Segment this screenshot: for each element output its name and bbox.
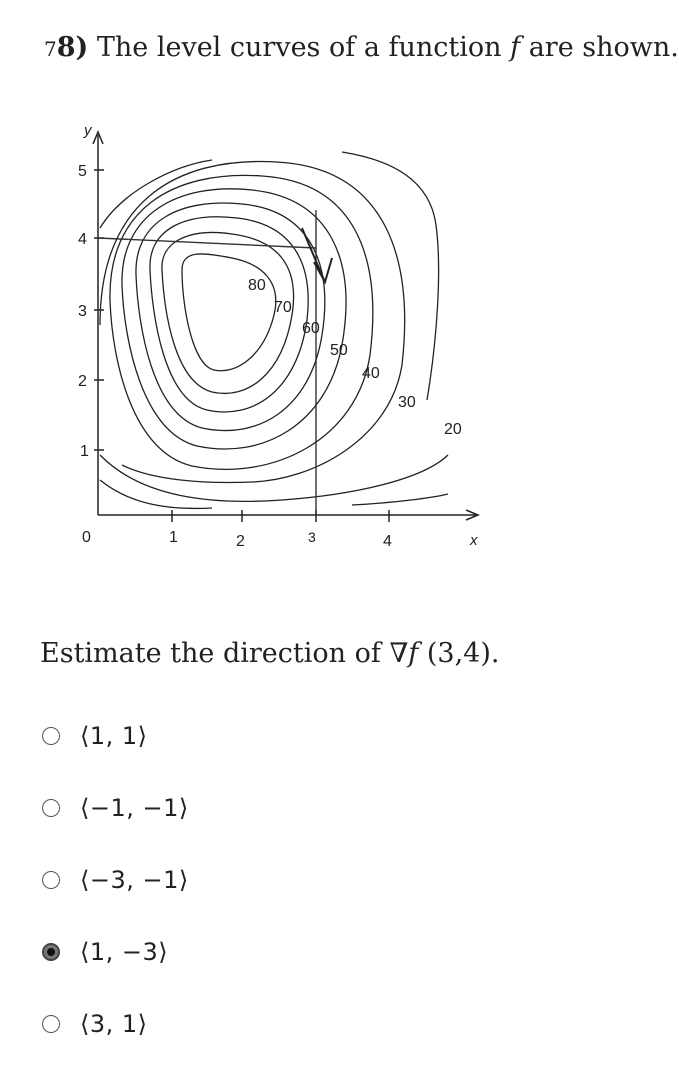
answer-choice-label: ⟨−3, −1⟩ bbox=[80, 866, 189, 894]
x-tick-label-2: 2 bbox=[236, 533, 245, 550]
x-axis-label: x bbox=[470, 532, 478, 549]
contour-label-40: 40 bbox=[362, 365, 380, 382]
contour-label-70: 70 bbox=[274, 299, 292, 316]
answer-choice-label: ⟨−1, −1⟩ bbox=[80, 794, 189, 822]
question-text-after: are shown. bbox=[520, 32, 679, 63]
contour-label-80: 80 bbox=[248, 277, 266, 294]
contour-label-50: 50 bbox=[330, 342, 348, 359]
y-tick-label-4: 4 bbox=[78, 231, 87, 248]
contour-label-30: 30 bbox=[398, 394, 416, 411]
answer-choice-label: ⟨1, −3⟩ bbox=[80, 938, 169, 966]
guide-horizontal bbox=[98, 238, 316, 248]
level-curves bbox=[100, 152, 448, 508]
prompt-function-variable: f bbox=[408, 638, 419, 669]
answer-choice[interactable] bbox=[42, 700, 189, 772]
prompt-text-after: (3,4). bbox=[418, 638, 500, 669]
level-curves-graph bbox=[52, 110, 492, 560]
contour-18 bbox=[100, 480, 212, 508]
radio-button[interactable] bbox=[42, 727, 60, 745]
contour-30 bbox=[100, 162, 405, 483]
x-tick-label-4: 4 bbox=[383, 533, 392, 550]
y-tick-label-1: 1 bbox=[80, 443, 89, 460]
contour-60 bbox=[136, 203, 325, 431]
answer-choice-label: ⟨1, 1⟩ bbox=[80, 722, 148, 750]
question-number: 8) bbox=[56, 32, 89, 63]
contour-10 bbox=[352, 494, 448, 505]
y-tick-label-5: 5 bbox=[78, 163, 87, 180]
answer-choice[interactable] bbox=[42, 772, 189, 844]
answer-choice[interactable] bbox=[42, 988, 189, 1060]
contour-label-20: 20 bbox=[444, 421, 462, 438]
function-variable: f bbox=[510, 32, 521, 63]
nabla-symbol: ∇ bbox=[389, 638, 409, 669]
contour-80 bbox=[182, 254, 276, 371]
radio-button[interactable] bbox=[42, 799, 60, 817]
answer-choices bbox=[42, 700, 189, 1060]
contour-label-60: 60 bbox=[302, 320, 320, 337]
contour-40 bbox=[110, 175, 373, 469]
answer-choice-label: ⟨3, 1⟩ bbox=[80, 1010, 148, 1038]
radio-button[interactable] bbox=[42, 1015, 60, 1033]
answer-choice[interactable] bbox=[42, 844, 189, 916]
radio-button-selected[interactable] bbox=[42, 943, 60, 961]
x-tick-label-1: 1 bbox=[169, 529, 178, 546]
origin-label: 0 bbox=[82, 529, 91, 546]
question-text-before: The level curves of a function bbox=[88, 32, 511, 63]
radio-button[interactable] bbox=[42, 871, 60, 889]
question-title bbox=[44, 32, 679, 63]
y-tick-label-3: 3 bbox=[78, 303, 87, 320]
y-tick-label-2: 2 bbox=[78, 373, 87, 390]
axes bbox=[93, 132, 478, 522]
x-tick-label-3: 3 bbox=[308, 529, 316, 545]
question-prompt bbox=[40, 638, 499, 669]
answer-choice[interactable] bbox=[42, 916, 189, 988]
prompt-text-before: Estimate the direction of bbox=[40, 638, 390, 669]
question-number-prefix: 7 bbox=[44, 37, 57, 61]
y-axis-label: y bbox=[84, 122, 92, 139]
